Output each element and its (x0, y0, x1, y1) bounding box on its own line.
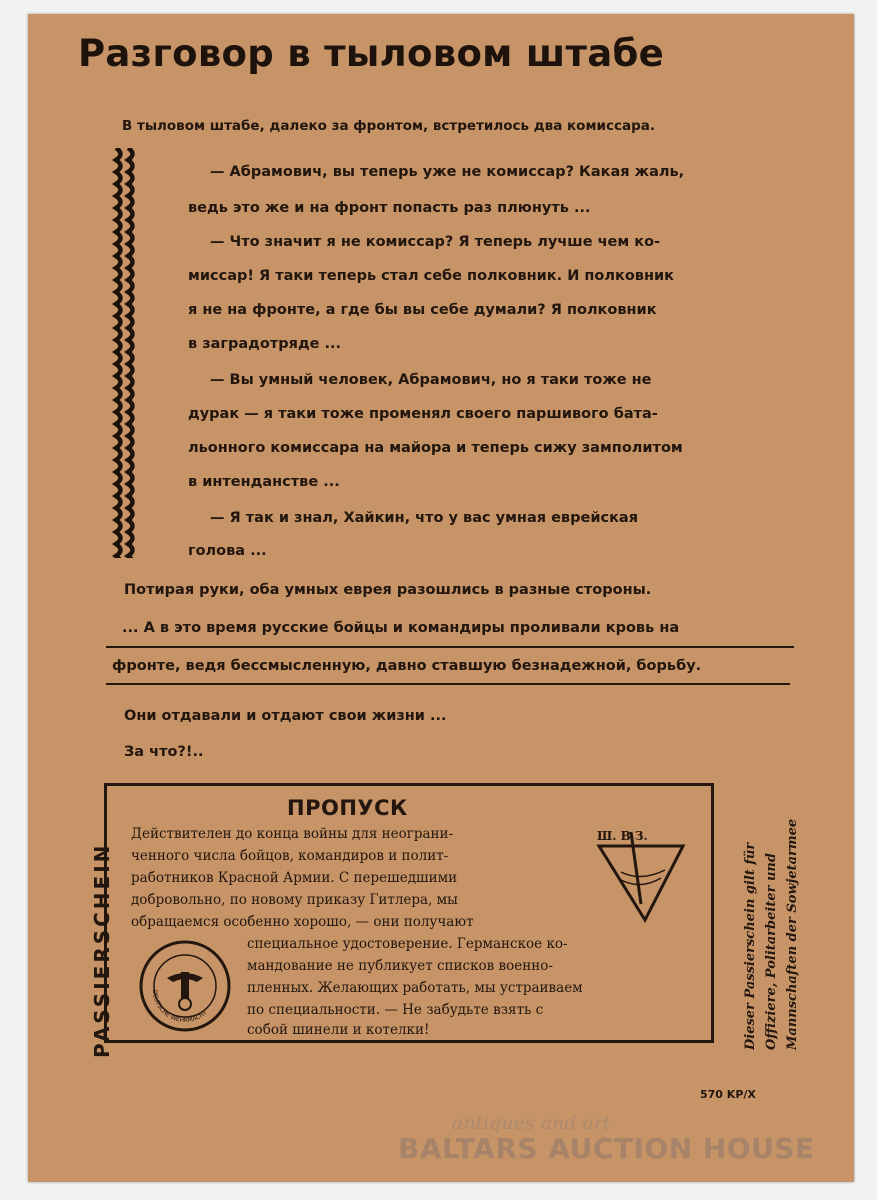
german-side-line: Dieser Passierschein gilt für (743, 842, 758, 1050)
german-side-text (740, 819, 803, 1050)
watermark-tagline: antiques and art (452, 1112, 611, 1134)
pass-text-line: обращаемся особенно хорошо, — они получают (131, 914, 474, 930)
wavy-border-ornament (108, 148, 144, 558)
dialogue-line: — Вы умный человек, Абрамович, но я таки тоже не (210, 372, 652, 388)
passierschein-side-label: PASSIERSCHEIN (90, 842, 114, 1058)
german-side-line: Mannschaften der Sowjetarmee (785, 818, 800, 1050)
outro-line: Они отдавали и отдают свои жизни ... (124, 708, 447, 724)
divider-line (106, 646, 794, 648)
dialogue-line: миссар! Я таки теперь стал себе полковник. И полковник (188, 268, 674, 284)
dialogue-line: — Что значит я не комиссар? Я теперь лучше чем ко- (210, 234, 661, 250)
pass-title: ПРОПУСК (287, 796, 408, 820)
pass-text-line: специальное удостоверение. Германское ко- (247, 936, 568, 952)
pass-text-line: пленных. Желающих работать, мы устраиваем (247, 980, 583, 996)
outro-line: ... А в это время русские бойцы и командиры проливали кровь на (122, 620, 680, 636)
pass-text-line: ченного числа бойцов, командиров и полит- (131, 848, 449, 864)
pass-box (104, 783, 714, 1043)
dialogue-line: в интенданстве ... (188, 474, 340, 490)
dialogue-line: — Абрамович, вы теперь уже не комиссар? Какая жаль, (210, 164, 685, 180)
pass-text-line: добровольно, по новому приказу Гитлера, мы (131, 892, 458, 908)
outro-line: За что?!.. (124, 744, 204, 760)
dialogue-line: в заградотряде ... (188, 336, 342, 352)
dialogue-line: голова ... (188, 543, 267, 559)
dialogue-line: дурак — я таки тоже променял своего паршивого бата- (188, 406, 658, 422)
dialogue-line: льонного комиссара на майора и теперь сижу замполитом (188, 440, 683, 456)
emblem-triangle-icon (591, 812, 691, 928)
pass-text-line: Действителен до конца войны для неограни- (131, 826, 454, 842)
pass-text-line: собой шинели и котелки! (247, 1022, 430, 1038)
print-code: 570 KP/X (700, 1088, 756, 1101)
pass-text-line: по специальности. — Не забудьте взять с (247, 1002, 544, 1018)
outro-line: Потирая руки, оба умных еврея разошлись в разные стороны. (124, 582, 652, 598)
dialogue-line: ведь это же и на фронт попасть раз плюнуть ... (188, 200, 591, 216)
intro-text: В тыловом штабе, далеко за фронтом, встретилось два комиссара. (122, 118, 655, 134)
dialogue-line: я не на фронте, а где бы вы себе думали? Я полковник (188, 302, 657, 318)
stamp-text: DEUTSCHE WEHRMACHT (150, 989, 209, 1025)
outro-line: фронте, ведя бессмысленную, давно ставшую безнадежной, борьбу. (112, 658, 702, 674)
watermark-house-name: BALTARS AUCTION HOUSE (398, 1132, 815, 1165)
wehrmacht-stamp-icon (137, 938, 233, 1034)
pass-text-line: мандование не публикует списков военно- (247, 958, 553, 974)
pass-text-line: работников Красной Армии. С перешедшими (131, 870, 458, 886)
leaflet-title: Разговор в тыловом штабе (78, 32, 665, 75)
german-side-line: Offiziere, Politarbeiter und (764, 853, 779, 1050)
emblem-letters: Ш. В З. (597, 829, 648, 843)
divider-line (106, 683, 790, 685)
dialogue-line: — Я так и знал, Хайкин, что у вас умная еврейская (210, 510, 639, 526)
